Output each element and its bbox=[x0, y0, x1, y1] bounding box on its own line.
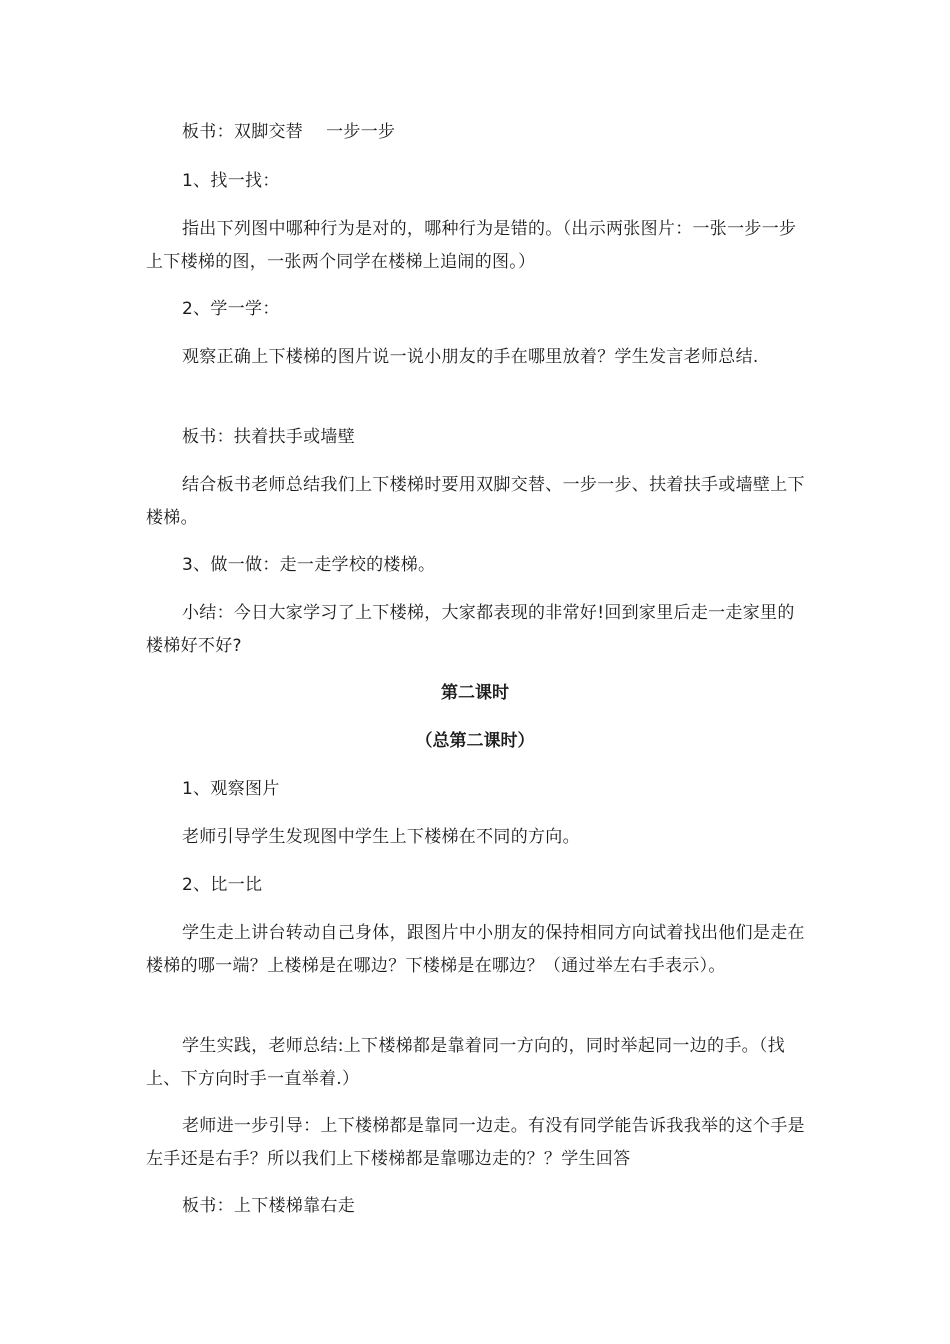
paragraph-find: 1、找一找： bbox=[182, 171, 280, 191]
paragraph-board-writing-2: 板书：扶着扶手或墙壁 bbox=[182, 427, 355, 447]
paragraph-learn: 2、学一学： bbox=[182, 299, 280, 319]
paragraph-practice-summary: 学生实践，老师总结:上下楼梯都是靠着同一方向的，同时举起同一边的手。（找上、下方向时手一直举着.） bbox=[146, 1036, 786, 1089]
section-heading: 第二课时 bbox=[441, 683, 509, 703]
paragraph-conclusion: 小结：今日大家学习了上下楼梯，大家都表现的非常好!回到家里后走一走家里的楼梯好不好? bbox=[146, 603, 795, 656]
paragraph-further-guide: 老师进一步引导：上下楼梯都是靠同一边走。有没有同学能告诉我我举的这个手是左手还是右手？所以我们上下楼梯都是靠哪边走的？？学生回答 bbox=[146, 1116, 805, 1169]
paragraph-learn-observe: 观察正确上下楼梯的图片说一说小朋友的手在哪里放着？学生发言老师总结. bbox=[182, 347, 759, 367]
paragraph-board-writing-1: 板书：双脚交替 一步一步 bbox=[182, 122, 396, 142]
paragraph-teacher-guide: 老师引导学生发现图中学生上下楼梯在不同的方向。 bbox=[182, 827, 580, 847]
paragraph-compare-activity: 学生走上讲台转动自己身体，跟图片中小朋友的保持相同方向试着找出他们是走在楼梯的哪一端？上楼梯是在哪边？下楼梯是在哪边？（通过举左右手表示）。 bbox=[146, 923, 805, 976]
paragraph-do: 3、做一做：走一走学校的楼梯。 bbox=[182, 555, 436, 575]
section-subheading: （总第二课时） bbox=[415, 731, 535, 751]
paragraph-find-instructions: 指出下列图中哪种行为是对的，哪种行为是错的。（出示两张图片：一张一步一步上下楼梯的图，一张两个同学在楼梯上追闹的图。） bbox=[146, 219, 797, 272]
paragraph-compare: 2、比一比 bbox=[182, 875, 263, 895]
paragraph-observe-pictures: 1、观察图片 bbox=[182, 779, 280, 799]
paragraph-board-writing-3: 板书：上下楼梯靠右走 bbox=[182, 1196, 355, 1216]
paragraph-summary-board: 结合板书老师总结我们上下楼梯时要用双脚交替、一步一步、扶着扶手或墙壁上下楼梯。 bbox=[146, 475, 805, 528]
